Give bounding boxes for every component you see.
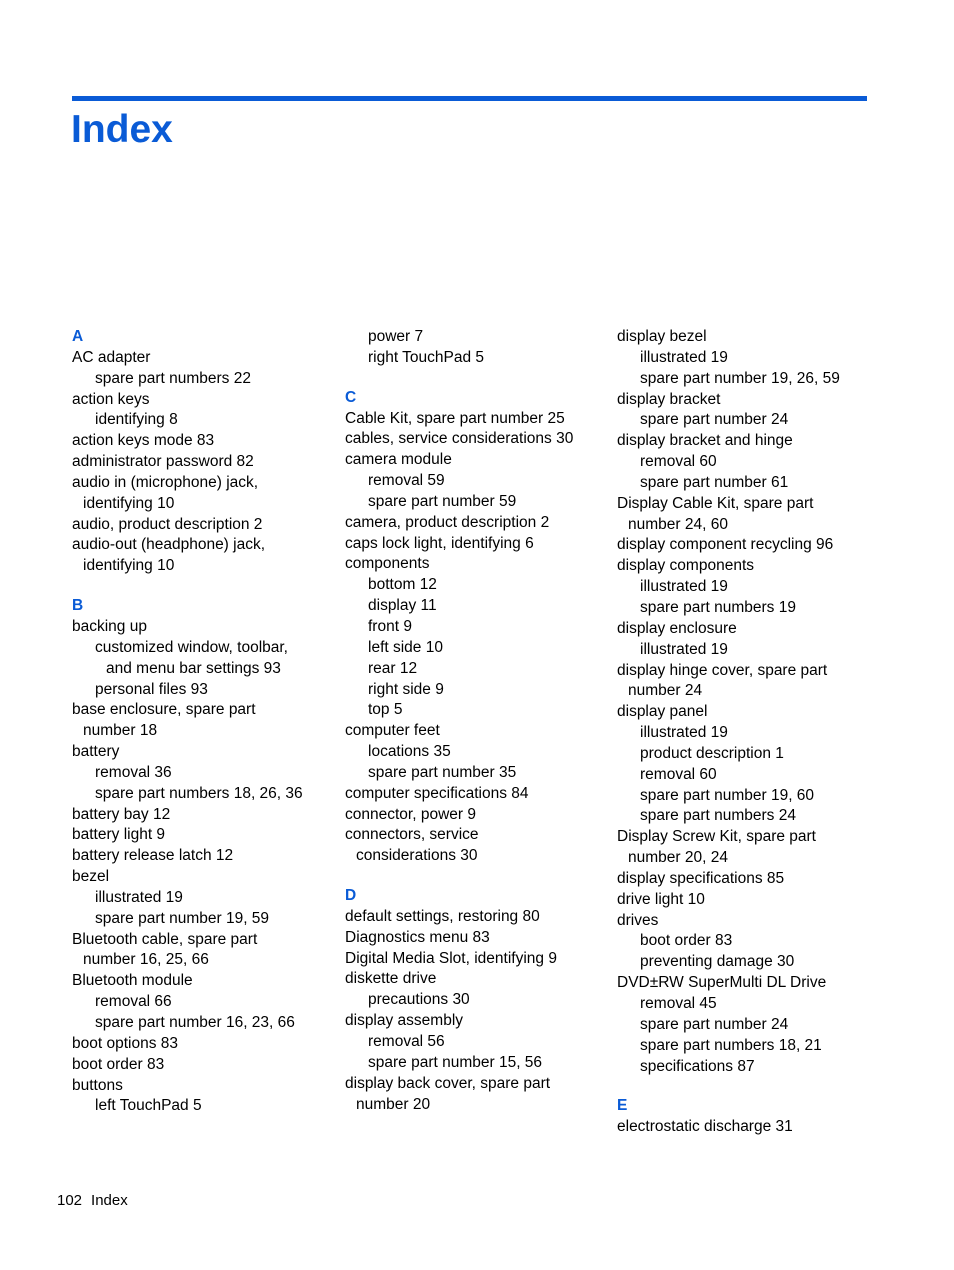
index-column-3 (617, 327, 840, 1138)
index-subentry: number 24 (628, 682, 703, 700)
index-subentry: removal 60 (640, 765, 717, 783)
index-subentry: removal 56 (368, 1033, 445, 1050)
index-entry: Cable Kit, spare part number 25 (345, 409, 565, 427)
index-entry: computer specifications 84 (345, 784, 529, 802)
index-subentry: and menu bar settings 93 (106, 659, 281, 677)
index-subentry: customized window, toolbar, (95, 638, 288, 656)
index-subentry: personal files 93 (95, 680, 208, 698)
index-subentry: product description 1 (640, 744, 784, 762)
index-entry: display component recycling 96 (617, 536, 834, 554)
index-entry: action keys (72, 390, 150, 408)
index-entry: display hinge cover, spare part (617, 661, 828, 679)
index-subentry: identifying 8 (95, 411, 178, 429)
index-subentry: bottom 12 (368, 576, 437, 594)
index-entry: display bracket (617, 390, 721, 408)
index-entry: Digital Media Slot, identifying 9 (345, 949, 557, 967)
index-entry: Display Cable Kit, spare part (617, 494, 814, 512)
page-title: Index (71, 108, 173, 151)
index-entry: battery light 9 (72, 826, 166, 844)
index-letter-heading: C (345, 388, 357, 406)
index-subentry: removal 59 (368, 472, 445, 490)
index-subentry: spare part number 15, 56 (368, 1053, 543, 1071)
section-gap (345, 867, 573, 886)
index-subentry: specifications 87 (640, 1057, 755, 1075)
index-subentry: illustrated 19 (640, 578, 728, 596)
index-entry: battery bay 12 (72, 805, 171, 823)
index-entry: battery release latch 12 (72, 847, 234, 865)
title-rule (72, 96, 867, 101)
index-entry: audio, product description 2 (72, 515, 263, 533)
index-subentry: spare part number 24 (640, 411, 789, 429)
index-entry: AC adapter (72, 348, 151, 366)
index-subentry: precautions 30 (368, 991, 470, 1009)
index-entry: Bluetooth cable, spare part (72, 930, 258, 948)
index-entry: connector, power 9 (345, 805, 476, 823)
index-entry: Diagnostics menu 83 (345, 928, 490, 946)
index-entry: drives (617, 911, 659, 929)
index-subentry: number 18 (83, 722, 158, 740)
index-entry: display assembly (345, 1012, 464, 1030)
index-entry: electrostatic discharge 31 (617, 1118, 793, 1136)
index-subentry: left side 10 (368, 638, 443, 656)
index-entry: bezel (72, 868, 110, 886)
index-subentry: spare part number 59 (368, 492, 517, 510)
index-subentry: identifying 10 (83, 494, 175, 512)
page-footer (57, 1191, 128, 1211)
index-entry: computer feet (345, 722, 440, 740)
index-entry: base enclosure, spare part (72, 701, 256, 719)
index-entry: components (345, 555, 430, 573)
index-subentry: spare part number 24 (640, 1015, 789, 1033)
index-entry: diskette drive (345, 970, 437, 988)
index-subentry: spare part numbers 22 (95, 369, 251, 387)
index-entry: audio-out (headphone) jack, (72, 536, 266, 554)
index-entry: display specifications 85 (617, 869, 785, 887)
index-subentry: removal 45 (640, 995, 717, 1012)
index-subentry: spare part numbers 19 (640, 598, 796, 616)
index-entry: administrator password 82 (72, 453, 254, 471)
index-subentry: right side 9 (368, 680, 444, 698)
index-subentry: display 11 (368, 597, 437, 615)
section-gap (345, 369, 573, 388)
index-subentry: spare part number 16, 23, 66 (95, 1014, 295, 1031)
index-subentry: number 16, 25, 66 (83, 951, 209, 969)
index-subentry: illustrated 19 (640, 348, 728, 366)
index-subentry: spare part number 19, 60 (640, 786, 815, 804)
index-subentry: spare part number 35 (368, 763, 517, 781)
index-entry: buttons (72, 1076, 123, 1094)
index-subentry: locations 35 (368, 743, 451, 761)
index-entry: display bracket and hinge (617, 432, 793, 450)
index-entry: boot options 83 (72, 1034, 179, 1052)
index-subentry: spare part number 61 (640, 473, 789, 491)
index-entry: DVD±RW SuperMulti DL Drive (617, 974, 827, 992)
index-letter-heading: A (72, 328, 84, 345)
index-entry: display panel (617, 703, 708, 721)
index-subentry: power 7 (368, 328, 424, 345)
index-entry: display bezel (617, 328, 707, 345)
index-entry: backing up (72, 617, 147, 635)
index-subentry: removal 60 (640, 453, 717, 471)
index-subentry: preventing damage 30 (640, 953, 795, 971)
index-column-1 (72, 327, 303, 1117)
index-subentry: rear 12 (368, 659, 418, 677)
index-subentry: illustrated 19 (640, 724, 728, 742)
index-entry: display enclosure (617, 619, 737, 637)
index-subentry: spare part numbers 18, 26, 36 (95, 784, 303, 802)
index-entry: boot order 83 (72, 1055, 165, 1073)
index-subentry: removal 66 (95, 993, 172, 1011)
index-entry: display components (617, 557, 754, 575)
index-entry: cables, service considerations 30 (345, 430, 574, 448)
index-subentry: spare part number 19, 26, 59 (640, 369, 840, 387)
index-subentry: boot order 83 (640, 932, 733, 950)
index-subentry: right TouchPad 5 (368, 348, 485, 366)
index-subentry: spare part number 19, 59 (95, 909, 270, 927)
index-entry: camera module (345, 451, 452, 469)
index-subentry: number 20, 24 (628, 849, 728, 867)
index-letter-heading: E (617, 1097, 628, 1115)
index-entry: Display Screw Kit, spare part (617, 828, 816, 846)
section-gap (72, 577, 303, 596)
index-subentry: spare part numbers 18, 21 (640, 1036, 822, 1054)
index-subentry: considerations 30 (356, 847, 478, 865)
index-entry: camera, product description 2 (345, 513, 550, 531)
index-entry: action keys mode 83 (72, 432, 215, 450)
footer-section: Index (91, 1192, 128, 1209)
index-subentry: number 24, 60 (628, 515, 728, 533)
index-entry: drive light 10 (617, 890, 705, 908)
section-gap (617, 1077, 840, 1096)
index-subentry: removal 36 (95, 763, 172, 781)
index-entry: Bluetooth module (72, 972, 193, 990)
index-entry: audio in (microphone) jack, (72, 473, 259, 491)
index-entry: display back cover, spare part (345, 1074, 551, 1092)
index-entry: connectors, service (345, 826, 479, 844)
index-subentry: number 20 (356, 1095, 431, 1113)
index-subentry: illustrated 19 (95, 888, 183, 906)
index-subentry: illustrated 19 (640, 640, 728, 658)
index-subentry: identifying 10 (83, 557, 175, 575)
index-column-2 (345, 327, 573, 1115)
page-number: 102 (57, 1192, 83, 1209)
index-entry: battery (72, 743, 120, 761)
index-letter-heading: D (345, 887, 357, 905)
index-entry: default settings, restoring 80 (345, 907, 540, 925)
index-subentry: front 9 (368, 617, 412, 635)
index-subentry: left TouchPad 5 (95, 1097, 202, 1115)
index-subentry: spare part numbers 24 (640, 807, 796, 825)
index-letter-heading: B (72, 597, 84, 615)
index-subentry: top 5 (368, 701, 403, 719)
index-entry: caps lock light, identifying 6 (345, 534, 534, 552)
